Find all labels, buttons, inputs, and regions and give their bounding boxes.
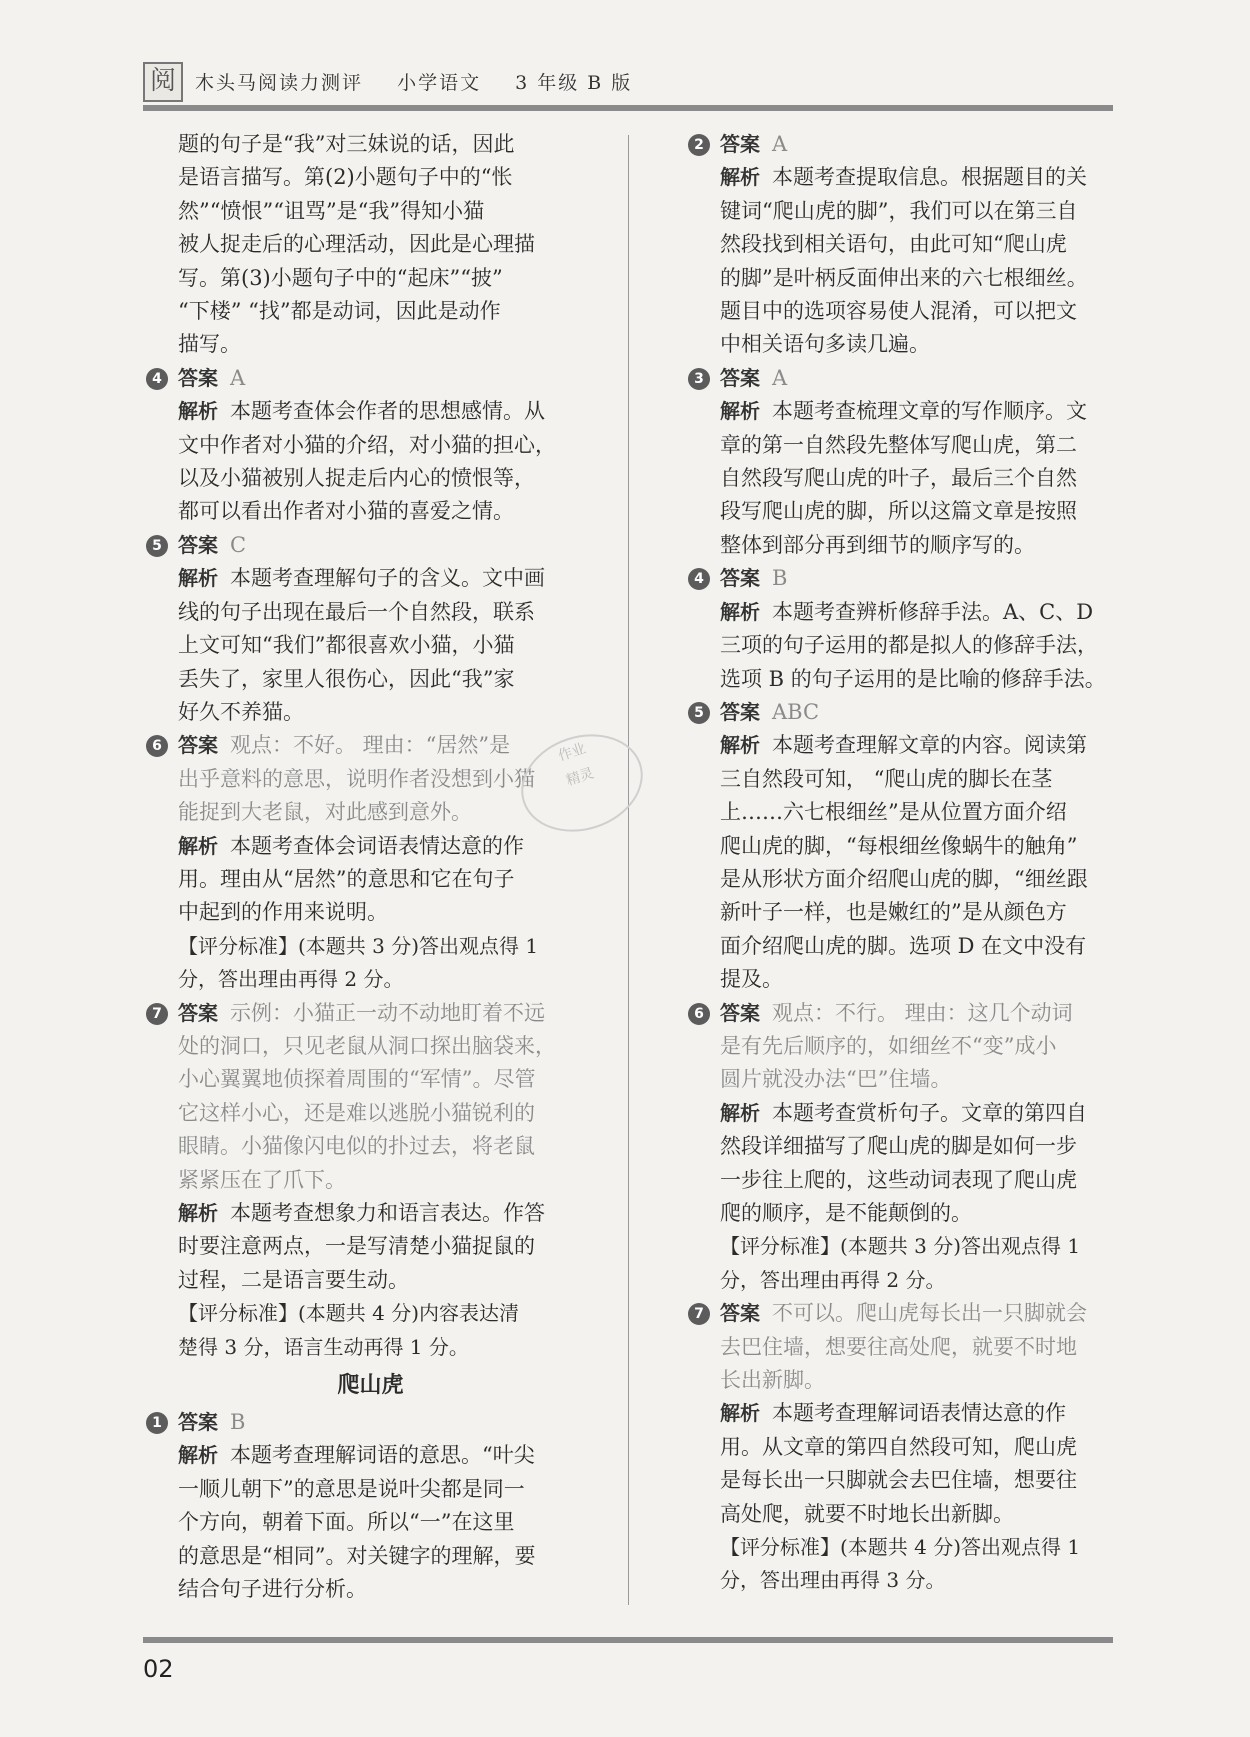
left-column <box>148 128 593 1606</box>
answer-line: 长出新脚。 <box>720 1368 825 1393</box>
text-line: 提及。 <box>720 967 783 992</box>
answer-label: 答案 <box>178 1410 218 1435</box>
scoring-standard: 分，答出理由再得 2 分。 <box>720 1267 946 1292</box>
answer-value: B <box>230 1410 246 1435</box>
answer-line: 是有先后顺序的，如细丝不“变”成小 <box>720 1033 1057 1058</box>
question-number-badge: 7 <box>688 1303 710 1325</box>
footer-rule <box>143 1637 1113 1643</box>
answer-line: 小心翼翼地侦探着周围的“军情”。尽管 <box>178 1067 536 1092</box>
text-line: 然段详细描写了爬山虎的脚是如何一步 <box>720 1134 1077 1159</box>
text-line: 章的第一自然段先整体写爬山虎，第二 <box>720 432 1077 457</box>
question-number-badge: 1 <box>146 1412 168 1434</box>
text-line: 上……六七根细丝”是从位置方面介绍 <box>720 800 1067 825</box>
answer-label: 答案 <box>720 365 760 390</box>
text-line: “下楼” “找”都是动词，因此是动作 <box>178 299 501 324</box>
text-line: 时要注意两点，一是写清楚小猫捉鼠的 <box>178 1234 535 1259</box>
text-line: 本题考查想象力和语言表达。作答 <box>230 1201 545 1225</box>
section-question-5 <box>690 696 1135 997</box>
answer-label: 答案 <box>720 699 760 724</box>
text-line: 键词“爬山虎的脚”，我们可以在第三自 <box>720 198 1078 223</box>
text-line: 本题考查理解词语的意思。“叶尖 <box>230 1443 535 1468</box>
question-number-badge: 2 <box>688 134 710 156</box>
text-line: 自然段写爬山虎的叶子，最后三个自然 <box>720 466 1077 491</box>
header-title <box>195 68 658 95</box>
question-number-badge: 6 <box>146 735 168 757</box>
answer-label: 答案 <box>178 733 218 758</box>
answer-value: A <box>230 365 246 390</box>
answer-value: A <box>772 365 788 390</box>
section-title: 爬山虎 <box>337 1373 404 1399</box>
answer-label: 答案 <box>178 1000 218 1025</box>
text-line: 题目中的选项容易使人混淆，可以把文 <box>720 299 1077 324</box>
text-line: 写。第(3)小题句子中的“起床”“披” <box>178 265 503 290</box>
answer-label: 答案 <box>178 365 218 390</box>
text-line: 整体到部分再到细节的顺序写的。 <box>720 532 1035 557</box>
answer-value: A <box>772 132 788 156</box>
book-logo-icon: 阅 <box>143 62 183 102</box>
series-title: 木头马阅读力测评 <box>195 72 364 94</box>
question-number-badge: 6 <box>688 1003 710 1025</box>
answer-line: 圆片就没办法“巴”住墙。 <box>720 1067 952 1092</box>
answer-line: 处的洞口，只见老鼠从洞口探出脑袋来， <box>178 1033 556 1058</box>
text-line: 一顺儿朝下”的意思是说叶尖都是同一 <box>178 1476 525 1501</box>
subject-label: 小学语文 <box>397 72 482 94</box>
scoring-standard: 【评分标准】(本题共 4 分)答出观点得 1 <box>720 1535 1081 1560</box>
text-line: 本题考查辨析修辞手法。A、C、D <box>772 599 1094 624</box>
answer-value: B <box>772 566 788 591</box>
answer-line: 去巴住墙，想要往高处爬，就要不时地 <box>720 1334 1077 1359</box>
text-line: 爬的顺序，是不能颠倒的。 <box>720 1201 972 1225</box>
text-line: 是从形状方面介绍爬山虎的脚，“细丝跟 <box>720 866 1088 891</box>
analysis-label: 解析 <box>720 599 760 624</box>
analysis-label: 解析 <box>178 399 218 424</box>
analysis-label: 解析 <box>178 1201 218 1225</box>
text-line: 面介绍爬山虎的脚。选项 D 在文中没有 <box>720 933 1087 958</box>
header-rule <box>143 105 1113 111</box>
text-line: 个方向，朝着下面。所以“一”在这里 <box>178 1510 515 1535</box>
answer-line: 它这样小心，还是难以逃脱小猫锐利的 <box>178 1100 535 1125</box>
text-line: 本题考查体会词语表情达意的作 <box>230 833 524 858</box>
answer-label: 答案 <box>178 532 218 557</box>
right-column <box>690 128 1135 1598</box>
text-line: 被人捉走后的心理活动，因此是心理描 <box>178 232 535 257</box>
question-5 <box>148 529 593 729</box>
answer-value: ABC <box>772 699 820 724</box>
section-question-1 <box>148 1406 593 1606</box>
text-line: 是每长出一只脚就会去巴住墙，想要往 <box>720 1468 1077 1493</box>
analysis-label: 解析 <box>720 1100 760 1125</box>
analysis-label: 解析 <box>178 566 218 591</box>
column-divider <box>628 135 629 1605</box>
text-line: 本题考查理解文章的内容。阅读第 <box>772 733 1087 758</box>
analysis-label: 解析 <box>178 1443 218 1468</box>
question-number-badge: 3 <box>688 368 710 390</box>
question-number-badge: 4 <box>146 368 168 390</box>
text-line: 本题考查理解句子的含义。文中画 <box>230 566 545 591</box>
stamp-text: 精灵 <box>564 765 596 790</box>
scoring-standard: 【评分标准】(本题共 3 分)答出观点得 1 <box>178 933 539 958</box>
answer-line: 紧紧压在了爪下。 <box>178 1167 346 1192</box>
answer-line: 眼睛。小猫像闪电似的扑过去，将老鼠 <box>178 1134 535 1159</box>
text-line: 中起到的作用来说明。 <box>178 900 388 925</box>
text-line: 好久不养猫。 <box>178 699 304 724</box>
scoring-standard: 分，答出理由再得 3 分。 <box>720 1568 946 1593</box>
text-line: 都可以看出作者对小猫的喜爱之情。 <box>178 499 514 524</box>
text-line: 然段找到相关语句，由此可知“爬山虎 <box>720 232 1067 257</box>
question-number-badge: 5 <box>146 535 168 557</box>
text-line: 本题考查梳理文章的写作顺序。文 <box>772 399 1087 424</box>
answer-value: 观点：不行。 理由：这几个动词 <box>772 1000 1073 1025</box>
text-line: 一步往上爬的，这些动词表现了爬山虎 <box>720 1167 1077 1192</box>
text-line: 三项的句子运用的都是拟人的修辞手法， <box>720 633 1098 658</box>
question-number-badge: 4 <box>688 568 710 590</box>
section-question-2 <box>690 128 1135 362</box>
text-line: 本题考查体会作者的思想感情。从 <box>230 399 545 424</box>
text-line: 本题考查理解词语表情达意的作 <box>772 1401 1066 1426</box>
text-line: 三自然段可知， “爬山虎的脚长在茎 <box>720 766 1053 791</box>
analysis-label: 解析 <box>720 1401 760 1426</box>
text-line: 描写。 <box>178 332 241 357</box>
question-4 <box>148 362 593 529</box>
analysis-label: 解析 <box>720 733 760 758</box>
text-line: 丢失了，家里人很伤心，因此“我”家 <box>178 666 515 691</box>
text-line: 段写爬山虎的脚，所以这篇文章是按照 <box>720 499 1077 524</box>
text-line: 的脚”是叶柄反面伸出来的六七根细丝。 <box>720 265 1088 290</box>
text-line: 以及小猫被别人捉走后内心的愤恨等， <box>178 466 535 491</box>
answer-label: 答案 <box>720 1000 760 1025</box>
analysis-label: 解析 <box>720 165 760 190</box>
text-line: 用。从文章的第四自然段可知，爬山虎 <box>720 1434 1077 1459</box>
answer-label: 答案 <box>720 566 760 591</box>
section-question-6 <box>690 997 1135 1298</box>
text-line: 结合句子进行分析。 <box>178 1577 367 1602</box>
scoring-standard: 【评分标准】(本题共 4 分)内容表达清 <box>178 1301 520 1326</box>
text-line: 文中作者对小猫的介绍，对小猫的担心， <box>178 432 556 457</box>
text-line: 然”“愤恨”“诅骂”是“我”得知小猫 <box>178 198 485 223</box>
text-line: 上文可知“我们”都很喜欢小猫，小猫 <box>178 633 515 658</box>
text-line: 是语言描写。第(2)小题句子中的“怅 <box>178 165 513 190</box>
section-question-7 <box>690 1297 1135 1598</box>
text-line: 爬山虎的脚，“每根细丝像蜗牛的触角” <box>720 833 1078 858</box>
text-line: 用。理由从“居然”的意思和它在句子 <box>178 866 515 891</box>
analysis-label: 解析 <box>178 833 218 858</box>
page-header <box>143 62 1113 112</box>
answer-value: 观点：不好。 理由：“居然”是 <box>230 733 511 758</box>
text-line: 选项 B 的句子运用的是比喻的修辞手法。 <box>720 666 1106 691</box>
answer-line: 能捉到大老鼠，对此感到意外。 <box>178 800 472 825</box>
question-7 <box>148 997 593 1364</box>
scoring-standard: 【评分标准】(本题共 3 分)答出观点得 1 <box>720 1234 1081 1259</box>
answer-value: C <box>230 532 247 557</box>
answer-line: 出乎意料的意思，说明作者没想到小猫 <box>178 766 535 791</box>
continued-analysis <box>148 128 593 362</box>
question-number-badge: 5 <box>688 702 710 724</box>
text-line: 新叶子一样，也是嫩红的”是从颜色方 <box>720 900 1067 925</box>
section-question-4 <box>690 562 1135 696</box>
text-line: 题的句子是“我”对三妹说的话，因此 <box>178 132 515 156</box>
text-line: 高处爬，就要不时地长出新脚。 <box>720 1501 1014 1526</box>
scoring-standard: 楚得 3 分，语言生动再得 1 分。 <box>178 1334 469 1359</box>
text-line: 的意思是“相同”。对关键字的理解，要 <box>178 1543 536 1568</box>
answer-value: 不可以。爬山虎每长出一只脚就会 <box>772 1301 1087 1326</box>
section-question-3 <box>690 362 1135 562</box>
answer-label: 答案 <box>720 132 760 156</box>
question-number-badge: 7 <box>146 1003 168 1025</box>
text-line: 线的句子出现在最后一个自然段，联系 <box>178 599 535 624</box>
page-number: 02 <box>143 1655 174 1683</box>
answer-label: 答案 <box>720 1301 760 1326</box>
text-line: 过程，二是语言要生动。 <box>178 1267 409 1292</box>
answer-value: 示例：小猫正一动不动地盯着不远 <box>230 1000 545 1025</box>
text-line: 中相关语句多读几遍。 <box>720 332 930 357</box>
analysis-label: 解析 <box>720 399 760 424</box>
stamp-text: 作业 <box>556 740 588 765</box>
text-line: 本题考查提取信息。根据题目的关 <box>772 165 1087 190</box>
scoring-standard: 分，答出理由再得 2 分。 <box>178 967 404 992</box>
text-line: 本题考查赏析句子。文章的第四自 <box>772 1100 1087 1125</box>
grade-label: 3 年级 B 版 <box>515 72 633 94</box>
